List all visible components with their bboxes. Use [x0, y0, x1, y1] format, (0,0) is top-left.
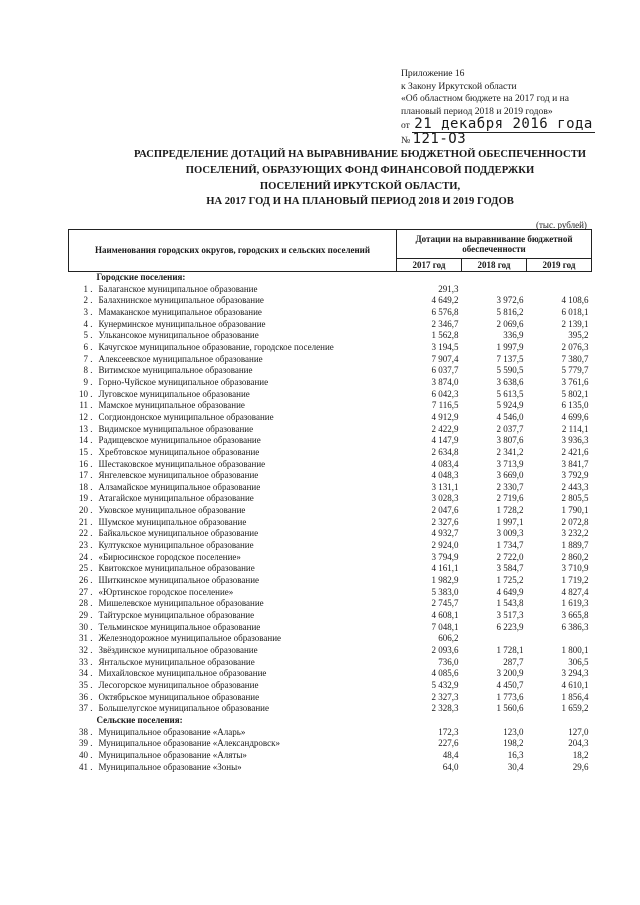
value-2017: 2 346,7 [431, 318, 459, 329]
row-name: Тельминское муниципальное образование [98, 621, 261, 632]
table-row [69, 563, 592, 575]
row-number: 32 . [79, 645, 93, 655]
value-2017: 7 907,4 [431, 353, 459, 364]
value-2019: 2 114,1 [561, 423, 589, 434]
value-2019 [527, 633, 592, 645]
value-2017: 5 383,0 [431, 586, 459, 597]
subsidy-table [68, 229, 592, 773]
value-2017: 5 432,9 [431, 679, 459, 690]
row-number: 2 . [83, 295, 93, 306]
value-2018: 1 725,2 [496, 575, 524, 586]
table-row [69, 657, 592, 669]
row-number: 37 . [79, 703, 93, 714]
value-2019: 6 386,3 [561, 621, 589, 632]
table-row [69, 575, 592, 587]
value-2018: 5 590,5 [496, 365, 524, 376]
value-2018: 1 560,6 [496, 703, 524, 714]
value-2019: 306,5 [568, 656, 589, 667]
row-name: Лесогорское муниципальное образование [98, 679, 259, 690]
title-line-2: ПОСЕЛЕНИЙ, ОБРАЗУЮЩИХ ФОНД ФИНАНСОВОЙ ПОДДЕРЖКИ [185, 164, 535, 176]
value-2017: 291,3 [438, 283, 459, 294]
row-number: 11 . [79, 400, 93, 411]
value-2019: 4 108,6 [561, 295, 589, 306]
value-2018: 123,0 [503, 726, 524, 737]
value-2018: 5 613,5 [496, 388, 524, 399]
value-2019: 204,3 [568, 738, 589, 749]
value-2019: 395,2 [568, 330, 589, 341]
row-number: 24 . [79, 551, 93, 562]
value-2017: 7 048,1 [431, 621, 459, 632]
value-2017: 2 328,3 [431, 703, 459, 714]
row-name: Балаганское муниципальное образование [98, 283, 258, 294]
value-2019: 6 135,0 [561, 400, 589, 411]
value-2017: 4 649,2 [431, 295, 459, 306]
row-number: 7 . [83, 353, 93, 364]
value-2018: 5 816,2 [496, 306, 524, 317]
units-label: (тыс. рублей) [536, 220, 587, 230]
row-number: 27 . [79, 586, 93, 597]
row-name: Горно-Чуйское муниципальное образование [98, 376, 269, 387]
value-2019: 4 699,6 [561, 411, 589, 422]
table-row [69, 354, 592, 366]
table-row [69, 470, 592, 482]
table-row [69, 540, 592, 552]
value-2019: 2 443,3 [561, 481, 589, 492]
row-number: 4 . [83, 318, 93, 329]
value-2017: 6 576,8 [431, 306, 459, 317]
number-value: 121-ОЗ [412, 130, 467, 147]
title-line-3: ПОСЕЛЕНИЙ ИРКУТСКОЙ ОБЛАСТИ, [259, 180, 461, 192]
value-2019: 3 761,6 [561, 376, 589, 387]
value-2018 [462, 284, 527, 296]
table-row [69, 610, 592, 622]
row-name: Муниципальное образование «Зоны» [98, 761, 242, 772]
section-row-urban [69, 272, 592, 284]
value-2018: 2 069,6 [496, 318, 524, 329]
value-2018: 30,4 [507, 761, 524, 772]
value-2019: 3 232,2 [561, 528, 589, 539]
row-name: Мишелевское муниципальное образование [98, 598, 264, 609]
value-2018: 16,3 [507, 749, 524, 760]
value-2019: 3 936,3 [561, 435, 589, 446]
row-number: 16 . [79, 458, 93, 469]
row-name: Шумское муниципальное образование [98, 516, 247, 527]
header-2017: 2017 год [397, 259, 462, 272]
row-number: 38 . [79, 726, 93, 737]
row-name: Мамское муниципальное образование [98, 400, 245, 411]
value-2019: 2 421,6 [561, 446, 589, 457]
value-2018: 3 009,3 [496, 528, 524, 539]
value-2017: 3 131,1 [431, 481, 459, 492]
row-number: 39 . [79, 738, 93, 749]
value-2019: 1 856,4 [561, 691, 589, 702]
table-row [69, 377, 592, 389]
row-number: 8 . [83, 365, 93, 376]
value-2017: 6 037,7 [431, 365, 459, 376]
table-row [69, 528, 592, 540]
row-number: 17 . [79, 470, 93, 481]
table-row [69, 598, 592, 610]
value-2019: 127,0 [568, 726, 589, 737]
row-name: Уковское муниципальное образование [98, 505, 246, 516]
value-2017: 2 634,8 [431, 446, 459, 457]
value-2019: 3 710,9 [561, 563, 589, 574]
row-number: 12 . [79, 411, 93, 422]
value-2017: 3 874,0 [431, 376, 459, 387]
value-2019: 1 889,7 [561, 540, 589, 551]
row-name: Мамаканское муниципальное образование [98, 306, 262, 317]
row-name: Видимское муниципальное образование [98, 423, 254, 434]
value-2017: 4 083,4 [431, 458, 459, 469]
value-2017: 48,4 [442, 749, 459, 760]
table-row [69, 517, 592, 529]
value-2017: 2 327,3 [431, 691, 459, 702]
table-row [69, 447, 592, 459]
value-2018: 287,7 [503, 656, 524, 667]
value-2018: 2 722,0 [496, 551, 524, 562]
header-2018: 2018 год [462, 259, 527, 272]
row-name: Тайтурское муниципальное образование [98, 610, 255, 621]
value-2018: 1 728,1 [496, 645, 524, 655]
row-number: 26 . [79, 575, 93, 586]
row-number: 35 . [79, 679, 93, 690]
value-2018: 1 728,2 [496, 505, 524, 516]
table-row [69, 330, 592, 342]
value-2018: 1 734,7 [496, 540, 524, 551]
row-number: 23 . [79, 540, 93, 551]
header-group: Дотации на выравнивание бюджетной обеспеченности [397, 230, 592, 259]
value-2018: 2 341,2 [496, 446, 524, 457]
row-name: Звёздинское муниципальное образование [98, 645, 258, 655]
row-number: 13 . [79, 423, 93, 434]
table-row [69, 645, 592, 657]
row-number: 41 . [79, 761, 93, 772]
appendix-line-3: «Об областном бюджете на 2017 год и на [401, 93, 570, 105]
table-row [69, 307, 592, 319]
value-2019: 29,6 [572, 761, 589, 772]
appendix-line-2: к Закону Иркутской области [401, 80, 517, 92]
row-number: 33 . [79, 656, 93, 667]
value-2018 [462, 633, 527, 645]
row-name: Кунерминское муниципальное образование [98, 318, 266, 329]
value-2019: 4 827,4 [561, 586, 589, 597]
value-2018: 3 584,7 [496, 563, 524, 574]
header-2019: 2019 год [527, 259, 592, 272]
value-2017: 2 327,6 [431, 516, 459, 527]
table-row [69, 738, 592, 750]
row-name: Качугское муниципальное образование, городское поселение [98, 341, 334, 352]
table-row [69, 435, 592, 447]
table-row [69, 319, 592, 331]
value-2019: 18,2 [572, 749, 589, 760]
value-2017: 4 085,6 [431, 668, 459, 679]
row-name: Янтальское муниципальное образование [98, 656, 255, 667]
row-number: 20 . [79, 505, 93, 516]
value-2017: 3 794,9 [431, 551, 459, 562]
value-2018: 4 450,7 [496, 679, 524, 690]
value-2018: 1 997,9 [496, 341, 524, 352]
row-number: 18 . [79, 481, 93, 492]
value-2019: 1 790,1 [561, 505, 589, 516]
value-2019: 1 659,2 [561, 703, 589, 714]
row-number: 10 . [79, 388, 93, 399]
table-row [69, 365, 592, 377]
row-number: 40 . [79, 749, 93, 760]
value-2017: 2 422,9 [431, 423, 459, 434]
row-name: Михайловское муниципальное образование [98, 668, 267, 679]
value-2017: 3 028,3 [431, 493, 459, 504]
value-2019: 3 665,8 [561, 610, 589, 621]
value-2019: 2 139,1 [561, 318, 589, 329]
table-row [69, 482, 592, 494]
value-2018: 4 546,0 [496, 411, 524, 422]
header-name: Наименования городских округов, городских и сельских поселений [69, 230, 397, 272]
table-row [69, 587, 592, 599]
row-number: 21 . [79, 516, 93, 527]
row-number: 29 . [79, 610, 93, 621]
value-2018: 3 972,6 [496, 295, 524, 306]
value-2019: 7 380,7 [561, 353, 589, 364]
value-2019: 1 719,2 [561, 575, 589, 586]
title-line-1: РАСПРЕДЕЛЕНИЕ ДОТАЦИЙ НА ВЫРАВНИВАНИЕ БЮДЖЕТНОЙ ОБЕСПЕЧЕННОСТИ [134, 149, 586, 160]
value-2017: 4 048,3 [431, 470, 459, 481]
table-row [69, 762, 592, 774]
value-2017: 1 562,8 [431, 330, 459, 341]
row-name: Муниципальное образование «Аларь» [98, 726, 246, 737]
value-2019: 4 610,1 [561, 679, 589, 690]
value-2019: 2 860,2 [561, 551, 589, 562]
value-2019: 1 619,3 [561, 598, 589, 609]
table-row [69, 505, 592, 517]
section-rural-label: Сельские поселения: [96, 714, 183, 725]
value-2017: 227,6 [438, 738, 459, 749]
row-number: 28 . [79, 598, 93, 609]
value-2018: 5 924,9 [496, 400, 524, 411]
row-name: Култукское муниципальное образование [98, 540, 254, 551]
row-name: Квитокское муниципальное образование [98, 563, 255, 574]
table-row [69, 703, 592, 715]
row-number: 34 . [79, 668, 93, 679]
table-row [69, 400, 592, 412]
value-2017: 64,0 [442, 761, 459, 772]
value-2019: 3 792,9 [561, 470, 589, 481]
row-number: 36 . [79, 691, 93, 702]
value-2018: 2 037,7 [496, 423, 524, 434]
value-2017: 2 047,6 [431, 505, 459, 516]
value-2017: 736,0 [438, 656, 459, 667]
value-2017: 2 924,0 [431, 540, 459, 551]
value-2017: 606,2 [438, 633, 459, 644]
value-2019: 2 076,3 [561, 341, 589, 352]
table-row [69, 727, 592, 739]
row-name: Шестаковское муниципальное образование [98, 458, 266, 469]
row-name: Луговское муниципальное образование [98, 388, 250, 399]
row-number: 14 . [79, 435, 93, 446]
row-name: Хребтовское муниципальное образование [98, 446, 260, 457]
row-name: Алексеевское муниципальное образование [98, 353, 263, 364]
value-2018: 3 807,6 [496, 435, 524, 446]
row-name: Согдиондонское муниципальное образование [98, 411, 274, 422]
row-number: 22 . [79, 528, 93, 539]
value-2019: 5 779,7 [561, 365, 589, 376]
table-row [69, 342, 592, 354]
value-2017: 2 745,7 [431, 598, 459, 609]
value-2018: 3 517,3 [496, 610, 524, 621]
value-2017: 172,3 [438, 726, 459, 737]
section-row-rural [69, 715, 592, 727]
value-2017: 4 608,1 [431, 610, 459, 621]
row-name: Улькансокое муниципальное образование [98, 330, 259, 341]
table-row [69, 284, 592, 296]
value-2018: 2 719,6 [496, 493, 524, 504]
row-number: 31 . [79, 633, 93, 644]
title-line-4: НА 2017 ГОД И НА ПЛАНОВЫЙ ПЕРИОД 2018 И 2019 ГОДОВ [206, 196, 514, 208]
table-row [69, 412, 592, 424]
table-row [69, 459, 592, 471]
table-row [69, 552, 592, 564]
row-name: Большелугское муниципальное образование [98, 703, 269, 714]
row-number: 3 . [83, 306, 93, 317]
date-prefix: от [401, 120, 410, 132]
value-2019: 2 072,8 [561, 516, 589, 527]
appendix-block [401, 68, 601, 148]
value-2018: 6 223,9 [496, 621, 524, 632]
row-name: Витимское муниципальное образование [98, 365, 253, 376]
document-title [100, 147, 620, 210]
row-name: Муниципальное образование «Аляты» [98, 749, 247, 760]
row-number: 19 . [79, 493, 93, 504]
value-2018: 3 200,9 [496, 668, 524, 679]
value-2018: 7 137,5 [496, 353, 524, 364]
table-row [69, 389, 592, 401]
value-2018: 1 773,6 [496, 691, 524, 702]
value-2017: 6 042,3 [431, 388, 459, 399]
row-name: «Юртинское городское поселение» [98, 586, 234, 597]
value-2018: 2 330,7 [496, 481, 524, 492]
row-name: Октябрьское муниципальное образование [98, 691, 260, 702]
row-name: Атагайское муниципальное образование [98, 493, 254, 504]
value-2017: 4 932,7 [431, 528, 459, 539]
table-row [69, 668, 592, 680]
row-number: 5 . [83, 330, 93, 341]
appendix-number [401, 130, 601, 148]
value-2019: 3 294,3 [561, 668, 589, 679]
value-2018: 198,2 [503, 738, 524, 749]
row-name: Железнодорожное муниципальное образование [98, 633, 282, 644]
row-name: Балахнинское муниципальное образование [98, 295, 264, 306]
row-name: «Бирюсинское городское поселение» [98, 551, 241, 562]
table-row [69, 680, 592, 692]
row-number: 6 . [83, 341, 93, 352]
value-2019: 5 802,1 [561, 388, 589, 399]
value-2018: 3 669,0 [496, 470, 524, 481]
value-2017: 4 147,9 [431, 435, 459, 446]
value-2017: 2 093,6 [431, 645, 459, 655]
row-name: Янгелевское муниципальное образование [98, 470, 259, 481]
row-name: Шиткинское муниципальное образование [98, 575, 260, 586]
row-name: Муниципальное образование «Александровск» [98, 738, 280, 749]
value-2019: 3 841,7 [561, 458, 589, 469]
row-name: Радищевское муниципальное образование [98, 435, 261, 446]
number-prefix: № [401, 134, 411, 146]
table-row [69, 692, 592, 704]
value-2017: 1 982,9 [431, 575, 459, 586]
table-row [69, 633, 592, 645]
row-number: 25 . [79, 563, 93, 574]
appendix-line-1: Приложение 16 [401, 68, 465, 79]
value-2017: 3 194,5 [431, 341, 459, 352]
value-2019 [527, 284, 592, 296]
value-2018: 3 713,9 [496, 458, 524, 469]
value-2018: 3 638,6 [496, 376, 524, 387]
value-2018: 1 997,1 [496, 516, 524, 527]
value-2019: 6 018,1 [561, 306, 589, 317]
value-2018: 1 543,8 [496, 598, 524, 609]
row-name: Алзамайское муниципальное образование [98, 481, 261, 492]
table-row [69, 424, 592, 436]
value-2018: 336,9 [503, 330, 524, 341]
table-row [69, 622, 592, 634]
table-row [69, 493, 592, 505]
value-2017: 7 116,5 [431, 400, 459, 411]
row-number: 30 . [79, 621, 93, 632]
date-value: 21 декабря 2016 года [414, 116, 593, 133]
table-row [69, 750, 592, 762]
row-number: 15 . [79, 446, 93, 457]
row-name: Байкальское муниципальное образование [98, 528, 259, 539]
value-2017: 4 912,9 [431, 411, 459, 422]
value-2019: 1 800,1 [561, 645, 589, 655]
row-number: 9 . [83, 376, 93, 387]
table-row [69, 295, 592, 307]
value-2018: 4 649,9 [496, 586, 524, 597]
appendix-line-4: плановый период 2018 и 2019 годов» [401, 105, 553, 117]
value-2017: 4 161,1 [431, 563, 459, 574]
row-number: 1 . [83, 283, 93, 294]
value-2019: 2 805,5 [561, 493, 589, 504]
section-urban-label: Городские поселения: [96, 272, 186, 282]
